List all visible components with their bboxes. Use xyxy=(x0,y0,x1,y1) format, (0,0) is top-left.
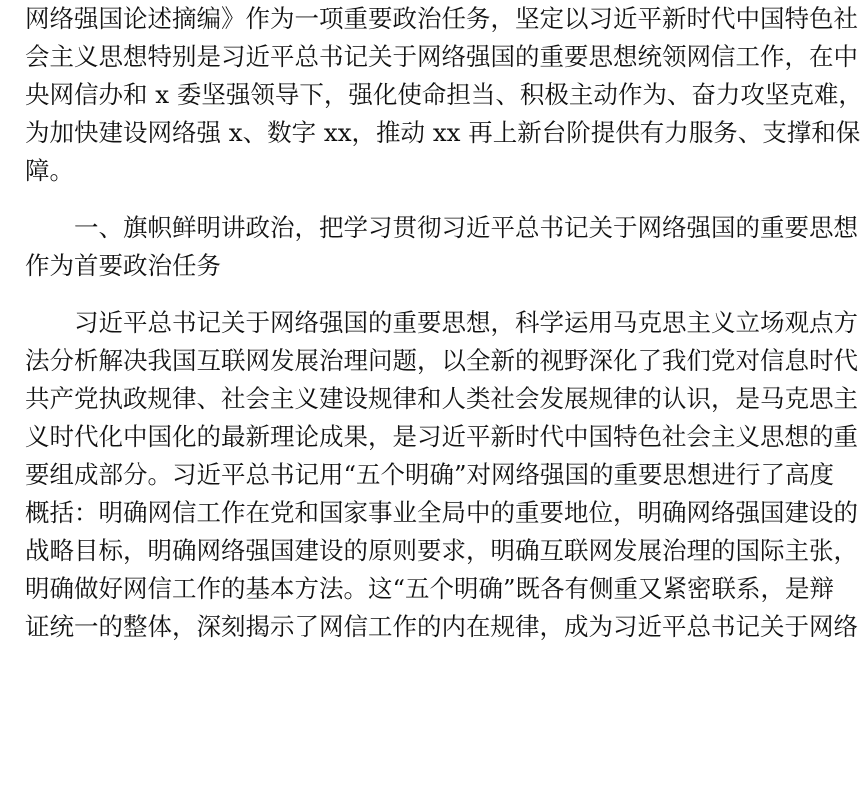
text-line: 证统一的整体，深刻揭示了网信工作的内在规律，成为习近平总书记关于网络 xyxy=(25,612,858,641)
text-line: 明确做好网信工作的基本方法。这“五个明确”既各有侧重又紧密联系，是辩 xyxy=(25,574,835,603)
text-line: 共产党执政规律、社会主义建设规律和人类社会发展规律的认识，是马克思主 xyxy=(25,384,858,413)
text-line: 义时代化中国化的最新理论成果，是习近平新时代中国特色社会主义思想的重 xyxy=(25,422,858,451)
text-line: 为加快建设网络强 x、数字 xx，推动 xx 再上新台阶提供有力服务、支撑和保 xyxy=(25,118,861,147)
text-line: 战略目标，明确网络强国建设的原则要求，明确互联网发展治理的国际主张， xyxy=(25,536,858,565)
heading-line: 作为首要政治任务 xyxy=(25,251,221,280)
text-line: 会主义思想特别是习近平总书记关于网络强国的重要思想统领网信工作，在中 xyxy=(25,42,858,71)
section-heading xyxy=(25,213,858,289)
heading-line: 一、旗帜鲜明讲政治，把学习贯彻习近平总书记关于网络强国的重要思想 xyxy=(74,213,858,242)
text-line: 习近平总书记关于网络强国的重要思想，科学运用马克思主义立场观点方 xyxy=(74,308,858,337)
text-line: 障。 xyxy=(25,156,74,185)
text-line: 法分析解决我国互联网发展治理问题，以全新的视野深化了我们党对信息时代 xyxy=(25,346,858,375)
text-line: 概括：明确网信工作在党和国家事业全局中的重要地位，明确网络强国建设的 xyxy=(25,498,858,527)
body-paragraph xyxy=(25,308,858,650)
text-line: 网络强国论述摘编》作为一项重要政治任务，坚定以习近平新时代中国特色社 xyxy=(25,4,858,33)
text-line: 要组成部分。习近平总书记用“五个明确”对网络强国的重要思想进行了高度 xyxy=(25,460,835,489)
text-line: 央网信办和 x 委坚强领导下，强化使命担当、积极主动作为、奋力攻坚克难， xyxy=(25,80,863,109)
document-page xyxy=(25,4,863,650)
intro-paragraph xyxy=(25,4,863,194)
